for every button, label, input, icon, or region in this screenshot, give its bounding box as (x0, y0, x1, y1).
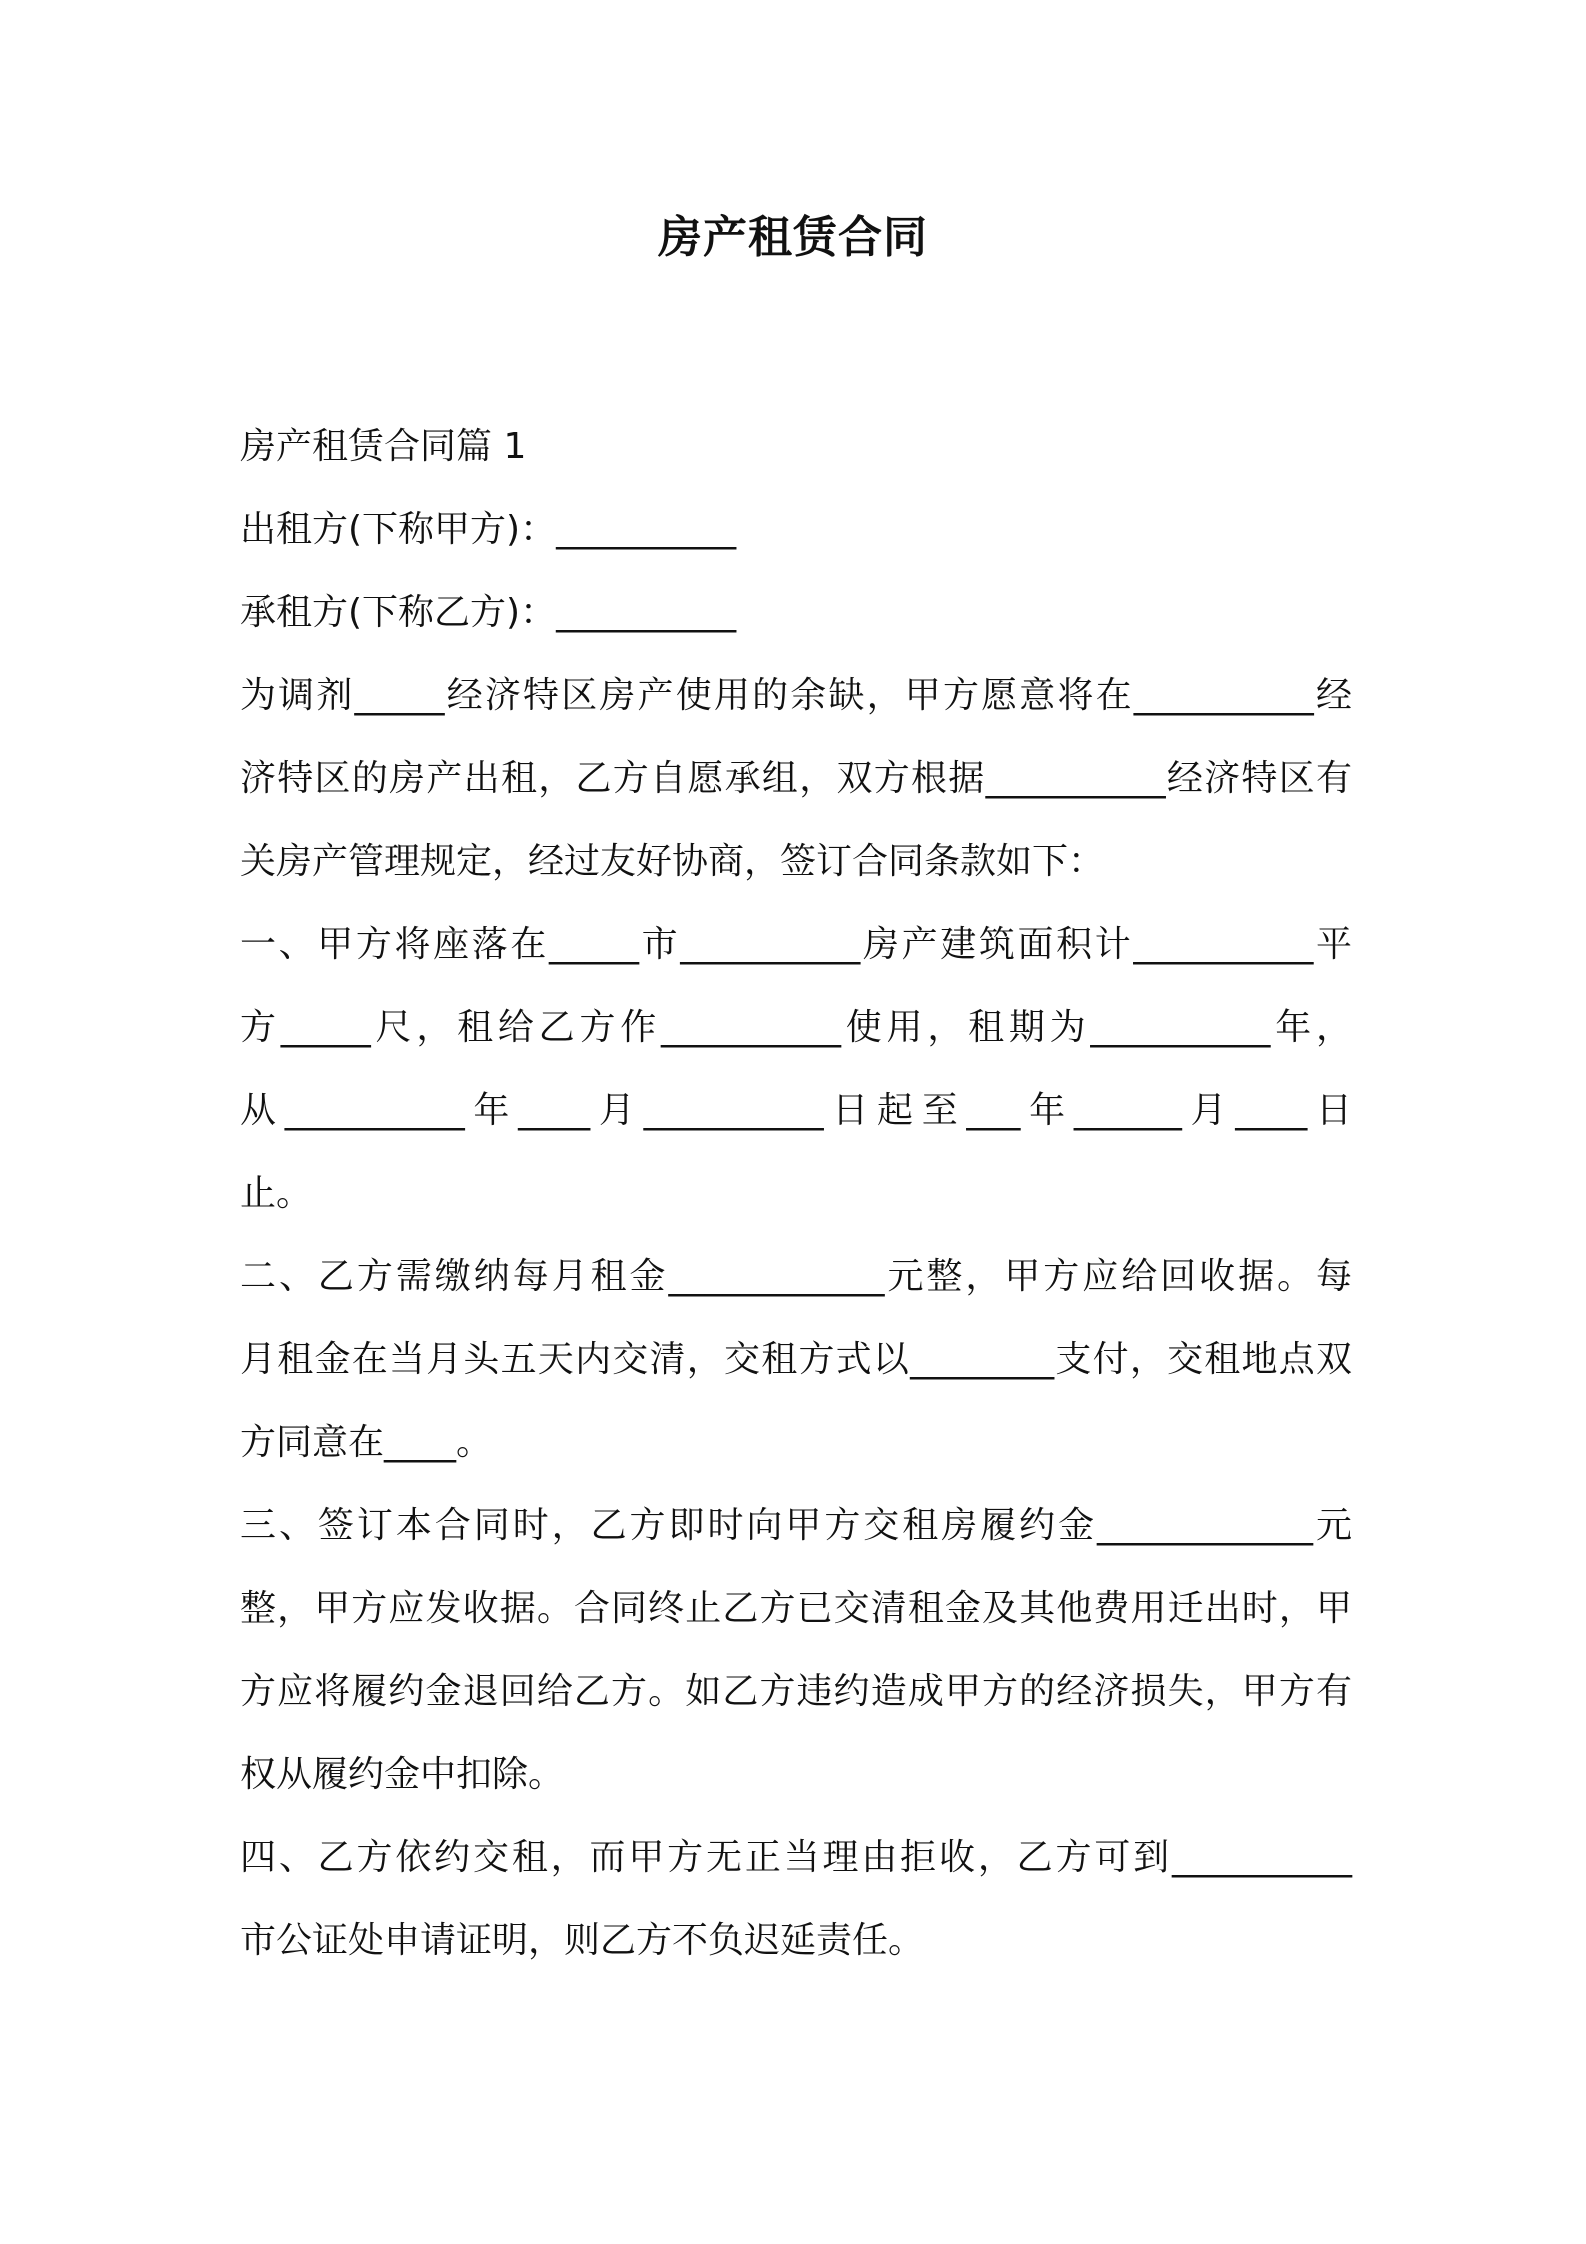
preamble-line-1: 为调剂_____经济特区房产使用的余缺，甲方愿意将在__________经 (240, 675, 1352, 716)
lessor-line: 出租方(下称甲方)：__________ (240, 509, 737, 550)
clause-3-line-1: 三、签订本合同时，乙方即时向甲方交租房履约金____________元 (240, 1505, 1352, 1546)
clause-4-line-1: 四、乙方依约交租，而甲方无正当理由拒收，乙方可到__________ (240, 1837, 1352, 1878)
section-heading: 房产租赁合同篇 1 (240, 426, 527, 467)
clause-4-line-2: 市公证处申请证明，则乙方不负迟延责任。 (240, 1920, 925, 1961)
document-body (240, 405, 1352, 1982)
clause-1-line-1: 一、甲方将座落在_____市__________房产建筑面积计__________平 (240, 924, 1352, 965)
clause-2-line-2: 月租金在当月头五天内交清，交租方式以________支付，交租地点双 (240, 1339, 1352, 1380)
clause-1-line-2: 方_____尺，租给乙方作__________使用，租期为__________年， (240, 1007, 1352, 1048)
clause-1-line-3: 从__________年____月__________日起至___年______月____日 (240, 1090, 1352, 1131)
document-title: 房产租赁合同 (658, 212, 928, 263)
clause-2-line-3: 方同意在____。 (240, 1422, 493, 1463)
preamble-line-3: 关房产管理规定，经过友好协商，签订合同条款如下： (240, 841, 1105, 882)
lessee-line: 承租方(下称乙方)：__________ (240, 592, 737, 633)
clause-1-line-4: 止。 (240, 1173, 313, 1214)
clause-3-line-3: 方应将履约金退回给乙方。如乙方违约造成甲方的经济损失，甲方有 (240, 1671, 1352, 1712)
clause-2-line-1: 二、乙方需缴纳每月租金____________元整，甲方应给回收据。每 (240, 1256, 1352, 1297)
clause-3-line-4: 权从履约金中扣除。 (240, 1754, 565, 1795)
preamble-line-2: 济特区的房产出租，乙方自愿承组，双方根据__________经济特区有 (240, 758, 1352, 799)
clause-3-line-2: 整，甲方应发收据。合同终止乙方已交清租金及其他费用迁出时，甲 (240, 1588, 1352, 1629)
